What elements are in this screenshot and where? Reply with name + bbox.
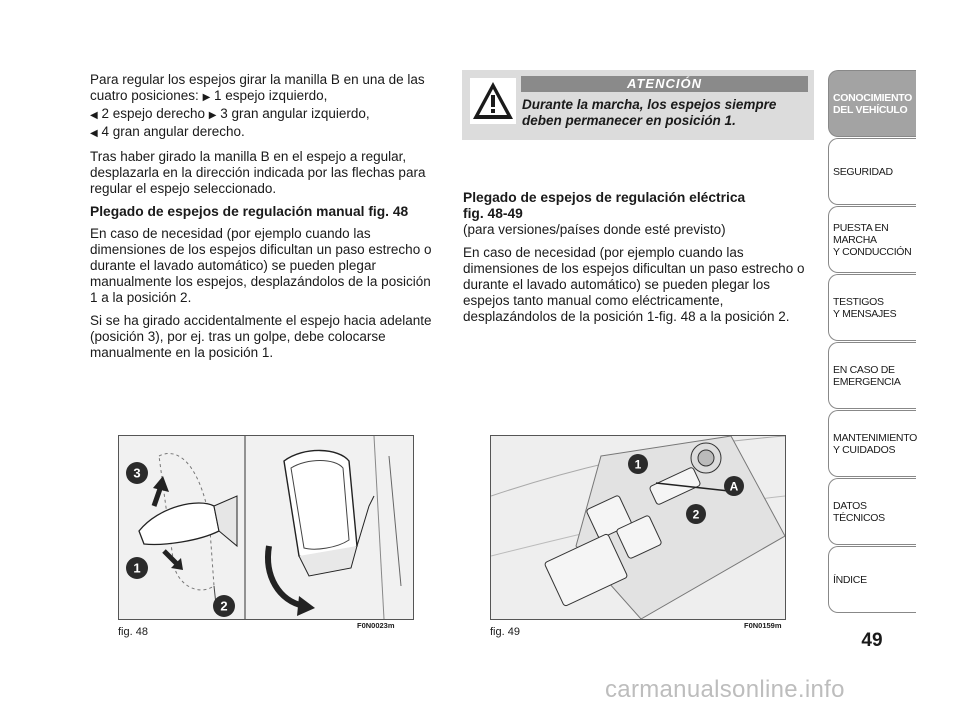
paragraph-positions: Para regular los espejos girar la manilla B en una de las cuatro posiciones: ▶ 1 espejo izquierdo, ◀ 2 espejo derecho ▶ 3 gran angular izquierdo, ◀ 4 gran angular derecho. bbox=[90, 72, 425, 139]
figure-48-code: F0N0023m bbox=[357, 621, 395, 630]
figure-49-label: fig. 49 bbox=[490, 626, 520, 638]
watermark: carmanualsonline.info bbox=[605, 676, 845, 703]
versions-note: (para versiones/países donde esté previsto) bbox=[463, 222, 726, 237]
tab-indice[interactable]: ÍNDICE bbox=[828, 546, 916, 613]
tab-datos-tecnicos[interactable]: DATOS TÉCNICOS bbox=[828, 478, 916, 545]
svg-text:2: 2 bbox=[692, 507, 700, 522]
figure-49-code: F0N0159m bbox=[744, 621, 782, 630]
svg-text:A: A bbox=[729, 479, 739, 494]
mirror-fold-illustration bbox=[119, 436, 413, 619]
figure-49-switch-panel bbox=[490, 435, 786, 620]
tab-testigos-y-mensajes[interactable]: TESTIGOS Y MENSAJES bbox=[828, 274, 916, 341]
figure-48-mirror-fold bbox=[118, 435, 414, 620]
svg-text:1: 1 bbox=[133, 560, 141, 576]
tab-conocimiento-del-vehiculo[interactable]: CONOCIMIENTO DEL VEHÍCULO bbox=[828, 70, 916, 137]
attention-box bbox=[462, 70, 814, 140]
paragraph-accidental: Si se ha girado accidentalmente el espejo hacia adelante (posición 3), por ej. tras un golpe, debe colocarse manualmente en la posición 1. bbox=[90, 313, 432, 360]
right-column bbox=[463, 190, 805, 332]
triangle-right-icon: ▶ bbox=[208, 110, 217, 121]
marker-1 bbox=[627, 453, 649, 475]
triangle-right-icon: ▶ bbox=[202, 92, 211, 103]
warning-icon bbox=[470, 78, 516, 124]
paragraph-manual-fold: En caso de necesidad (por ejemplo cuando las dimensiones de los espejos dificultan un paso estrecho o durante el lavado automático) se pueden plegar manualmente los espejos, desplazándolos de la posición 1 a la posición 2. bbox=[90, 226, 432, 305]
section-heading-electric: Plegado de espejos de regulación eléctrica fig. 48-49 bbox=[463, 190, 746, 221]
paragraph-adjust: Tras haber girado la manilla B en el espejo a regular, desplazarla en la dirección indicada por las flechas para regular el espejo seleccionado. bbox=[90, 149, 426, 196]
left-column bbox=[90, 72, 438, 368]
svg-text:3: 3 bbox=[133, 465, 141, 481]
attention-title: ATENCIÓN bbox=[521, 76, 808, 92]
svg-text:1: 1 bbox=[634, 457, 642, 472]
page-number: 49 bbox=[861, 630, 883, 651]
marker-a bbox=[723, 475, 745, 497]
triangle-left-icon: ◀ bbox=[90, 128, 98, 139]
tab-en-caso-de-emergencia[interactable]: EN CASO DE EMERGENCIA bbox=[828, 342, 916, 409]
triangle-left-icon: ◀ bbox=[90, 110, 98, 121]
tab-seguridad[interactable]: SEGURIDAD bbox=[828, 138, 916, 205]
marker-2 bbox=[212, 594, 236, 618]
chapter-tabs bbox=[828, 70, 916, 614]
tab-puesta-en-marcha[interactable]: PUESTA EN MARCHA Y CONDUCCIÓN bbox=[828, 206, 916, 273]
section-heading-manual: Plegado de espejos de regulación manual fig. 48 bbox=[90, 204, 409, 219]
tab-mantenimiento[interactable]: MANTENIMIENTO Y CUIDADOS bbox=[828, 410, 916, 477]
marker-3 bbox=[125, 461, 149, 485]
attention-text: Durante la marcha, los espejos siempre deben permanecer en posición 1. bbox=[522, 97, 777, 128]
figure-48-label: fig. 48 bbox=[118, 626, 148, 638]
paragraph-electric-fold: En caso de necesidad (por ejemplo cuando las dimensiones de los espejos dificultan un paso estrecho o durante el lavado automático) se pueden plegar los espejos tanto manual como eléctricamente, desplazándolos de la posición 1-fig. 48 a la posición 2. bbox=[463, 245, 805, 324]
svg-text:2: 2 bbox=[220, 598, 228, 614]
marker-2 bbox=[685, 503, 707, 525]
marker-1 bbox=[125, 556, 149, 580]
